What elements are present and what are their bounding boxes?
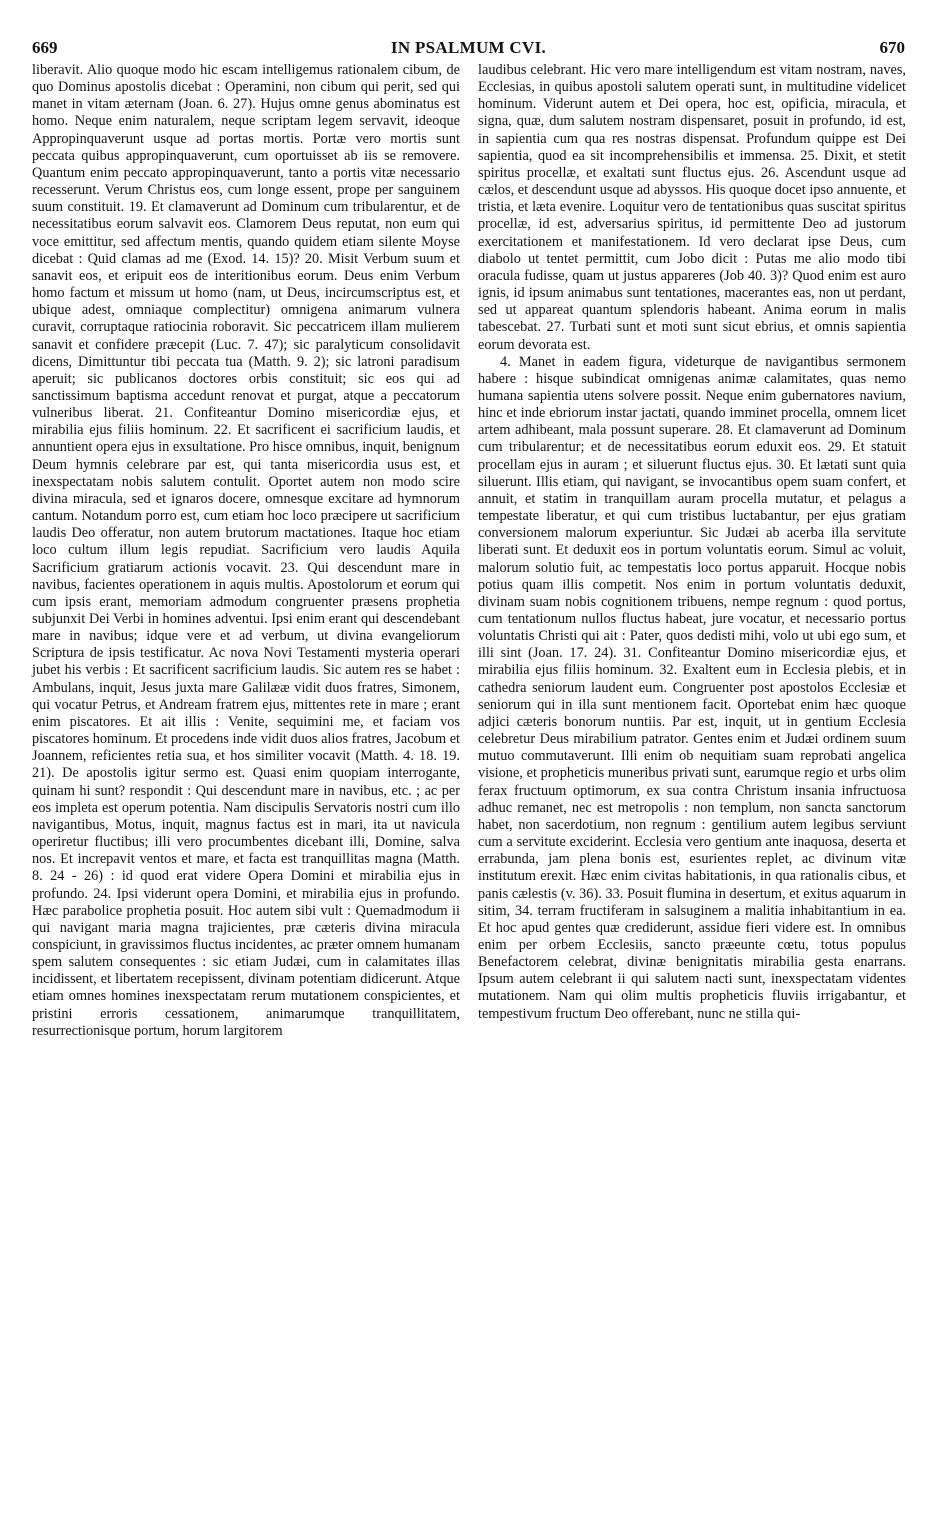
right-column-paragraph-1: laudibus celebrant. Hic vero mare intelligendum est vitam nostram, naves, Ecclesias, in quibus apostoli salutem operati sunt, in multitudine videlicet hominum. Viderunt autem et Dei opera, hoc est, opificia, miracula, et signa, quæ, dum salutem nostram dispensaret, posuit in profundo, id est, in sapientia cum qua res nostras dispensat. Profundum quippe est Dei sapientia, quod ea sit incomprehensibilis et immensa. 25. Dixit, et stetit spiritus procellæ, et exaltati sunt fluctus ejus. 26. Ascendunt usque ad cælos, et descendunt usque ad abyssos. His quoque docet ipso annuente, et tristia, et læta evenire. Loquitur vero de tentationibus quas suscitat spiritus procellæ, id est, adversarius spiritus, id permittente Deo ad justorum exercitationem et manifestationem. Id vero declarat ipse Deus, cum diabolo ut tentet permittit, cum Jobo dicit : Putas me alio modo tibi oracula fudisse, quam ut justus appareres (Job 40. 3)? Quod enim est auro ignis, id ipsum animabus sunt tentationes, macerantes eas, non ut perdant, sed ut appareat quantum splendoris habeant. Anima eorum in malis tabescebat. 27. Turbati sunt et moti sunt sicut ebrius, et omnis sapientia eorum devorata est. <box>478 62 906 353</box>
page-header <box>32 38 905 62</box>
right-column <box>478 62 906 1023</box>
page-number-left: 669 <box>32 38 58 57</box>
page-number-right: 670 <box>879 38 905 57</box>
left-column <box>32 62 460 1040</box>
running-title: IN PSALMUM CVI. <box>390 38 547 57</box>
left-column-paragraph-1: liberavit. Alio quoque modo hic escam intelligemus rationalem cibum, de quo Dominus apostolis dicebat : Operamini, non cibum qui perit, sed qui manet in vitam æternam (Joan. 6. 27). Hujus omne genus abominatus est homo. Neque enim naturalem, neque scriptam legem servavit, ideoque Appropinquaverunt usque ad portas mortis. Portæ vero mortis sunt peccata quibus appropinquaverunt, cum oportuisset ab iis se removere. Quantum enim peccato appropinquaverunt, tanto a portis vitæ necessario recesserunt. Verum Christus eos, cum longe essent, prope per sanguinem suum constituit. 19. Et clamaverunt ad Dominum cum tribularentur, et de necessitatibus eorum salvavit eos. Clamorem Deus reputat, non eum qui voce emittitur, sed affectum mentis, quando quidem etiam silente Moyse dicebat : Quid clamas ad me (Exod. 14. 15)? 20. Misit Verbum suum et sanavit eos, et eripuit eos de interitionibus eorum. Deus enim Verbum homo factum et missum ut homo (nam, ut Deus, incircumscriptus est, et ubique adest, omniaque complectitur) omnigena animarum vulnera curavit, corruptaque ratiocinia roboravit. Sic peccatricem illam mulierem sanavit et confidere præcepit (Luc. 7. 47); sic paralyticum consolidavit dicens, Dimittuntur tibi peccata tua (Matth. 9. 2); sic latroni paradisum aperuit; sic publicanos doctores orbis constituit; sic eos qui ad sanctissimum baptisma accedunt renovat et purgat, atque a peccatorum vulneribus liberat. 21. Confiteantur Domino misericordiæ ejus, et mirabilia ejus filiis hominum. 22. Et sacrificent ei sacrificium laudis, et annuntient opera ejus in exsultatione. Pro hisce omnibus, inquit, benignum Deum hymnis celebrare par est, qui tanta misericordia usus est, et inexspectatam nobis salutem contulit. Oportet autem non modo scire divina miracula, sed et ignaros docere, omnesque excitare ad hymnorum cantum. Notandum porro est, cum etiam hoc loco præcipere ut sacrificium laudis Deo offeratur, non autem brutorum mactationes. Itaque hoc etiam loco cultum illum legis repudiat. Sacrificium vero laudis Aquila Sacrificium gratiarum actionis vocavit. 23. Qui descendunt mare in navibus, facientes operationem in aquis multis. Apostolorum et eorum qui cum ipsis erant, memoriam admodum congruenter præsens prophetia subjunxit Dei Verbi in homines adventui. Ipsi enim erant qui descendebant mare in navibus; idque vere et ad verbum, ut divina evangeliorum Scriptura de ipsis testificatur. Ac nova Novi Testamenti mysteria operari jubet his verbis : Et sacrificent sacrificium laudis. Sic autem res se habet : Ambulans, inquit, Jesus juxta mare Galilææ vidit duos fratres, Simonem, qui vocatur Petrus, et Andream fratrem ejus, mittentes rete in mare ; erant enim piscatores. Et ait illis : Venite, sequimini me, et faciam vos piscatores hominum. Et procedens inde vidit duos alios fratres, Jacobum et Joannem, reficientes retia sua, et hos similiter vocavit (Matth. 4. 18. 19. 21). De apostolis igitur sermo est. Quasi enim quopiam interrogante, quinam hi sunt? respondit : Qui descendunt mare in navibus, etc. ; ac per eos impleta est operum potentia. Nam discipulis Servatoris nostri cum illo navigantibus, Motus, inquit, magnus factus est in mari, ita ut navicula operiretur fluctibus; illi vero procumbentes dicebant illi, Domine, salva nos. Et increpavit ventos et mare, et facta est tranquillitas magna (Matth. 8. 24 - 26) : id quod erat videre Opera Domini et mirabilia ejus in profundo. 24. Ipsi viderunt opera Domini, et mirabilia ejus in profundo. Hæc parabolice prophetia posuit. Hoc autem sibi vult : Quemadmodum ii qui navigant maria magna trajicientes, præ cæteris divina miracula conspiciunt, in gravissimos fluctus incidentes, ac præter omnem humanam spem salutem consequentes : sic etiam Judæi, cum in calamitates illas incidissent, et libertatem recepissent, divinam potentiam didicerunt. Atque etiam omnes homines inexspectatam rerum mutationem conspicientes, et pristini erroris cessationem, animarumque tranquillitatem, resurrectionisque portum, horum largitorem <box>32 62 461 1039</box>
right-column-paragraph-2: 4. Manet in eadem figura, videturque de navigantibus sermonem habere : hisque subindicat omnigenas animæ calamitates, quas nemo humana sapientia utens solvere possit. Neque enim gubernatores navium, hinc et inde ebriorum instar jactati, quando imminet procella, omnem licet artem adhibeant, mala possunt superare. 28. Et clamaverunt ad Dominum cum tribularentur; et de necessitatibus eorum eduxit eos. 29. Et statuit procellam ejus in auram ; et siluerunt fluctus ejus. 30. Et lætati sunt quia siluerunt. Illis etiam, qui navigant, se invocantibus opem suam confert, et annuit, et statim in tranquillam auram procella mutatur, et pelagus a tempestate liberatur, et qui cum tristibus luctabantur, per ejus gratiam conversionem malorum experiuntur. Sic Judæi ab acerba illa servitute liberati sunt. Et deduxit eos in portum voluntatis eorum. Simul ac voluit, malorum solutio fuit, ac tempestatis loco portus apparuit. Hocque nobis potius quam illis competit. Nos enim in portum voluntatis deduxit, divinam suam nobis cognitionem tribuens, nempe regnum : quod portus, cum tentationum nullos fluctus habeat, jure vocatur, et necessario portus voluntatis Christi qui ait : Pater, quos dedisti mihi, volo ut ubi ego sum, et illi sint (Joan. 17. 24). 31. Confiteantur Domino misericordiæ ejus, et mirabilia ejus filiis hominum. 32. Exaltent eum in Ecclesia plebis, et in cathedra seniorum laudent eum. Congruenter post apostolos Ecclesiæ et seniorum qui in illa sunt mentionem facit. Oportebat enim hæc quoque adjici cæteris bonorum nuntiis. Par est, inquit, ut in gentium Ecclesia celebretur Deus mirabilium patrator. Gentes enim et Judæi ordinem suum mutuo commutaverunt. Illi enim ob nequitiam suam reprobati angelica visione, et propheticis muneribus privati sunt, earumque regio et urbs olim ferax fructuum optimorum, ex sua contra Christum insania infructuosa adhuc remanet, nec est metropolis : non templum, non sancta sanctorum habet, non sacerdotium, non regnum : gentilium autem legibus serviunt cum a servitute exciderint. Ecclesia vero gentium ante inaquosa, deserta et errabunda, jam plena bonis est, esurientes replet, ac divinum vitæ institutum erexit. Hæc enim civitas habitationis, in qua rationalis cibus, et panis cælestis (v. 36). 33. Posuit flumina in desertum, et exitus aquarum in sitim, 34. terram fructiferam in salsuginem a malitia inhabitantium in ea. Et hoc apud gentes quæ crediderunt, assidue fieri videre est. In omnibus enim per orbem Ecclesiis, sancto præeunte cœtu, totus populus Benefactorem celebrat, divinæ benignitatis mirabilia gesta enarrans. Ipsum autem celebrant ii qui salutem nacti sunt, inexspectatam videntes mutationem. Nam qui olim multis propheticis fluviis irrigabantur, et tempestivum fructum Deo offerebant, nunc ne stilla qui- <box>478 353 906 1022</box>
